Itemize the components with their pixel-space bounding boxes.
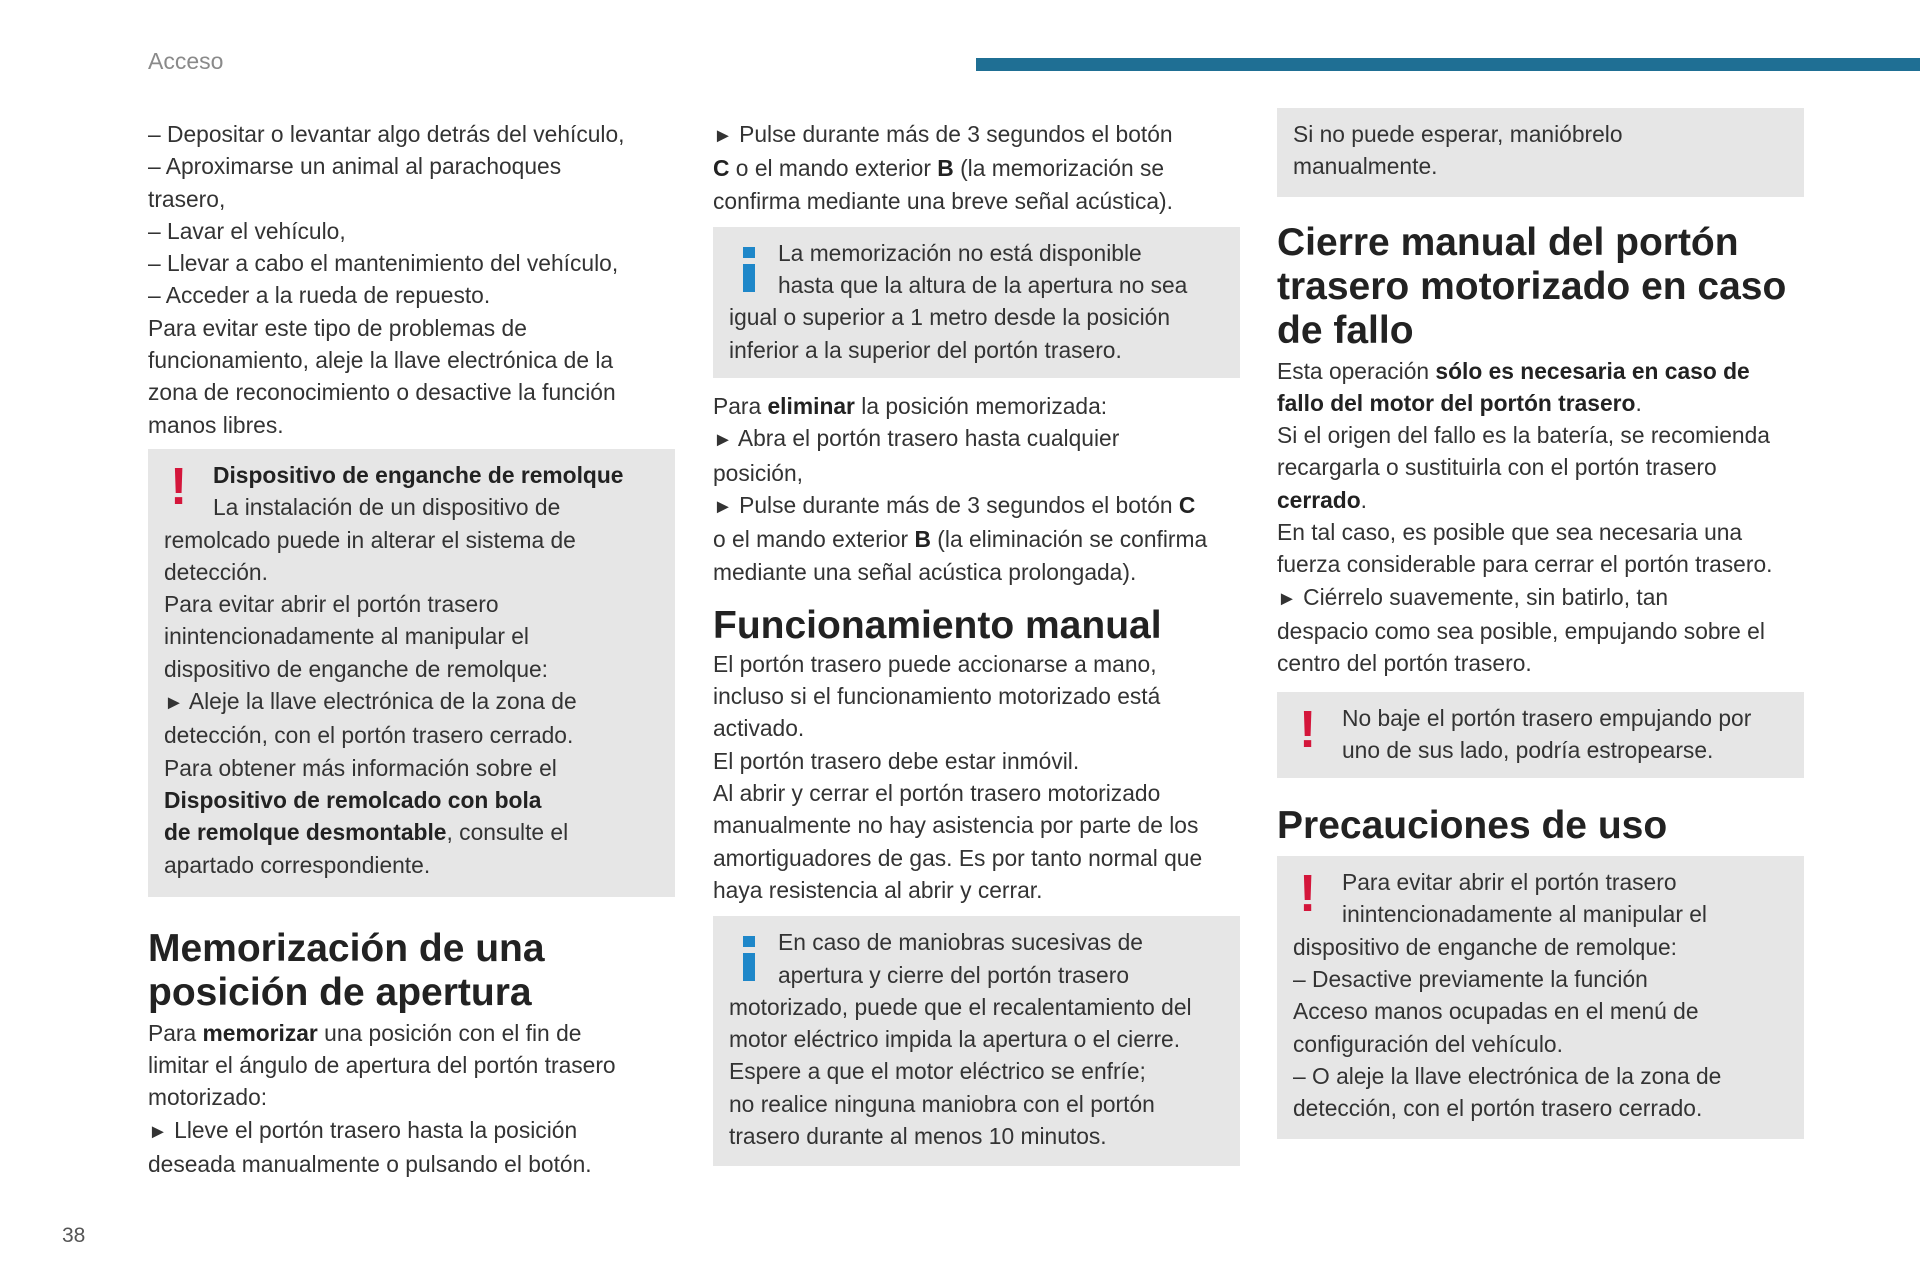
text-line: o el mando exterior B (la eliminación se confirma [713,526,1208,553]
text-line: Para evitar este tipo de problemas de [148,314,527,341]
text-line: Acceso manos ocupadas en el menú de [1293,998,1699,1025]
text-line: Dispositivo de remolcado con bola [164,786,542,813]
text-line: fuerza considerable para cerrar el portón trasero. [1277,551,1773,578]
text-line: En caso de maniobras sucesivas de [778,929,1143,956]
info-box-memorization [713,227,1240,378]
text-line: Para memorizar una posición con el fin de [148,1019,582,1046]
text-line: activado. [713,715,805,742]
text-line: detección. [164,558,268,585]
warning-title: Dispositivo de enganche de remolque [213,461,624,488]
text-line: No baje el portón trasero empujando por [1342,704,1752,731]
text-line: igual o superior a 1 metro desde la posición [729,304,1170,331]
text-line: Espere a que el motor eléctrico se enfríe; [729,1058,1146,1085]
text-line: manualmente no hay asistencia por parte de los [713,812,1199,839]
text-line: Para obtener más información sobre el [164,754,557,781]
text-line: posición, [713,459,803,486]
text-line: La memorización no está disponible [778,239,1142,266]
text-line: inintencionadamente al manipular el [1342,901,1707,928]
text-line: inferior a la superior del portón trasero. [729,336,1122,363]
memo-text [148,1017,675,1180]
text-line: C o el mando exterior B (la memorización se [713,155,1165,182]
info-box-continued [1277,108,1804,197]
arrow-bullet-icon: ► [148,1120,168,1143]
text-line: Para evitar abrir el portón trasero [164,591,499,618]
text-line: – O aleje la llave electrónica de la zona de [1293,1062,1722,1089]
text-line: amortiguadores de gas. Es por tanto normal que [713,844,1203,871]
text-line: dispositivo de enganche de remolque: [1293,933,1678,960]
warning-box-precautions [1277,856,1804,1138]
text-line: trasero durante al menos 10 minutos. [729,1123,1107,1150]
text-line: – Desactive previamente la función [1293,966,1648,993]
text-line: Para evitar abrir el portón trasero [1342,869,1677,896]
text-line: uno de sus lado, podría estropearse. [1342,736,1714,763]
column-2 [713,118,1240,1166]
column-3 [1277,108,1804,1139]
text-line: ► Pulse durante más de 3 segundos el botón C [713,491,1196,518]
arrow-bullet-icon: ► [713,495,733,518]
text-line: El portón trasero debe estar inmóvil. [713,747,1080,774]
arrow-bullet-icon: ► [713,429,733,452]
text-line: no realice ninguna maniobra con el portón [729,1090,1155,1117]
text-line: motorizado, puede que el recalentamiento del [729,993,1192,1020]
text-line: ► Pulse durante más de 3 segundos el botón [713,121,1173,147]
text-line: ► Lleve el portón trasero hasta la posición [148,1116,578,1143]
page-number: 38 [62,1224,86,1247]
text-line: deseada manualmente o pulsando el botón. [148,1151,592,1178]
heading-precautions: Precauciones de uso [1277,804,1668,848]
text-line: ► Aleje la llave electrónica de la zona de [164,688,577,715]
text-line: limitar el ángulo de apertura del portón trasero [148,1052,616,1079]
text-line: apertura y cierre del portón trasero [778,961,1129,988]
text-line: hasta que la altura de la apertura no sea [778,272,1188,299]
text-line: manualmente. [1293,153,1438,180]
text-line: En tal caso, es posible que sea necesaria una [1277,519,1743,546]
text-line: confirma mediante una breve señal acústica). [713,187,1173,214]
text-line: haya resistencia al abrir y cerrar. [713,876,1043,903]
text-line: – Acceder a la rueda de repuesto. [148,282,491,309]
header-accent-bar [976,58,1920,71]
text-line: – Llevar a cabo el mantenimiento del vehículo, [148,250,619,277]
text-line: apartado correspondiente. [164,851,431,878]
text-line: inintencionadamente al manipular el [164,623,529,650]
text-line: ► Ciérrelo suavemente, sin batirlo, tan [1277,583,1669,610]
arrow-bullet-icon: ► [713,125,733,147]
warning-box-side-push [1277,692,1804,779]
column-1 [148,118,675,1180]
text-line: incluso si el funcionamiento motorizado está [713,683,1161,710]
text-line: ► Abra el portón trasero hasta cualquier [713,425,1120,452]
text-line: Para eliminar la posición memorizada: [713,393,1108,420]
warning-box-towbar [148,449,675,897]
delete-text [713,390,1240,588]
text-line: motor eléctrico impida la apertura o el cierre. [729,1026,1181,1053]
text-line: – Aproximarse un animal al parachoques [148,153,562,180]
text-line: La instalación de un dispositivo de [213,494,561,521]
memo-continued [713,118,1240,217]
warning-icon: ! [1299,700,1317,759]
heading-manual-operation: Funcionamiento manual [713,603,1162,647]
text-line: de remolque desmontable, consulte el [164,819,569,846]
text-line: cerrado. [1277,486,1367,513]
text-line: Esta operación sólo es necesaria en caso de [1277,357,1750,384]
text-line: configuración del vehículo. [1293,1030,1563,1057]
fail-text [1277,355,1804,680]
arrow-bullet-icon: ► [164,692,184,715]
manual-text [713,648,1240,906]
text-line: mediante una señal acústica prolongada). [713,558,1137,585]
info-box-overheating [713,916,1240,1166]
text-line: trasero, [148,185,226,212]
text-line: recargarla o sustituirla con el portón trasero [1277,454,1717,481]
text-line: remolcado puede in alterar el sistema de [164,526,576,553]
heading-manual-closing: Cierre manual del portón trasero motorizado en caso de fallo [1277,220,1787,352]
text-line: centro del portón trasero. [1277,650,1532,677]
text-line: zona de reconocimiento o desactive la función [148,379,616,406]
text-line: motorizado: [148,1084,268,1111]
intro-text [148,118,675,441]
warning-icon: ! [170,457,188,516]
text-line: Si el origen del fallo es la batería, se recomienda [1277,422,1770,449]
arrow-bullet-icon: ► [1277,587,1297,610]
warning-icon: ! [1299,865,1317,924]
text-line: detección, con el portón trasero cerrado. [1293,1095,1703,1122]
text-line: detección, con el portón trasero cerrado. [164,722,574,749]
text-line: fallo del motor del portón trasero. [1277,389,1642,416]
text-line: El portón trasero puede accionarse a mano, [713,650,1157,677]
text-line: funcionamiento, aleje la llave electrónica de la [148,347,614,374]
text-line: – Depositar o levantar algo detrás del vehículo, [148,121,625,147]
text-line: – Lavar el vehículo, [148,217,346,244]
text-line: manos libres. [148,411,284,438]
heading-memorization: Memorización de una posición de apertura [148,926,545,1014]
section-title: Acceso [148,48,224,74]
text-line: Si no puede esperar, manióbrelo [1293,121,1623,147]
text-line: dispositivo de enganche de remolque: [164,655,549,682]
text-line: despacio como sea posible, empujando sobre el [1277,617,1765,644]
text-line: Al abrir y cerrar el portón trasero motorizado [713,780,1161,807]
